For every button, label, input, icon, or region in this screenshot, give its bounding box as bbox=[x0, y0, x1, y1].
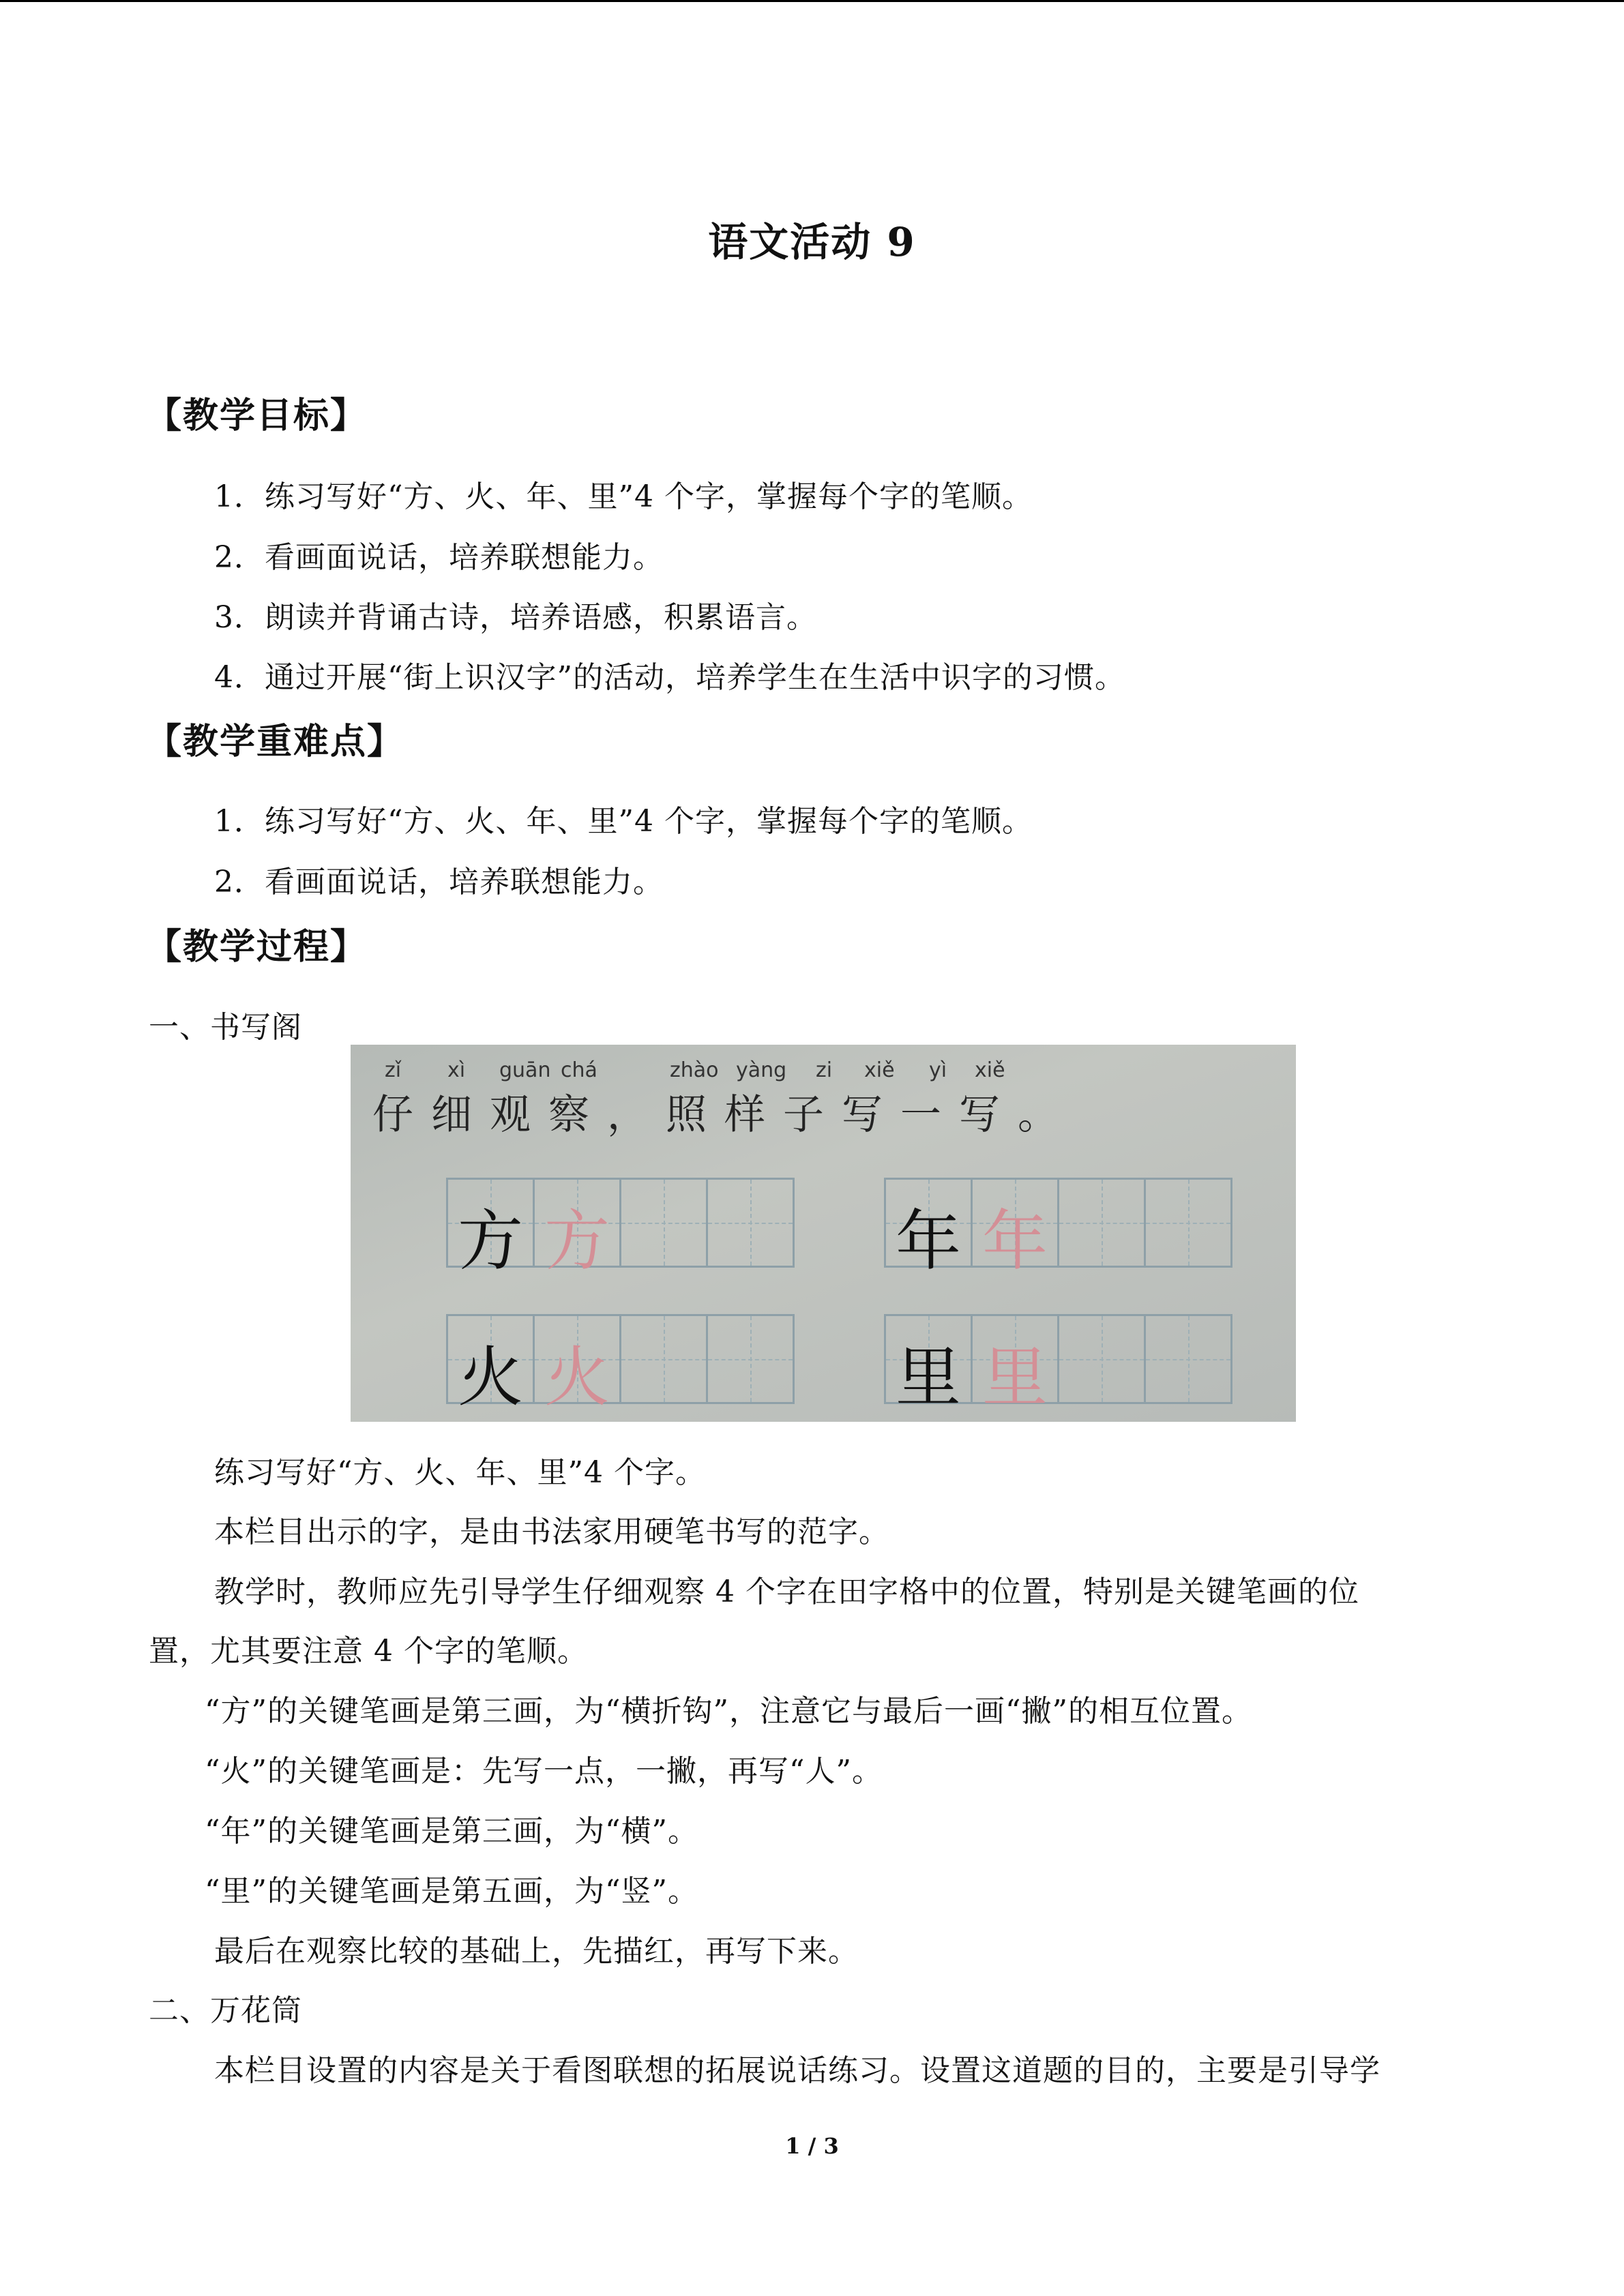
grid-cell bbox=[533, 1178, 621, 1279]
paragraph: 教学时，教师应先引导学生仔细观察 4 个字在田字格中的位置，特别是关键笔画的位 bbox=[214, 1575, 1359, 1609]
model-char: 里 bbox=[896, 1339, 961, 1416]
model-char: 方 bbox=[458, 1203, 523, 1279]
trace-char: 火 bbox=[544, 1339, 610, 1416]
grid-cell bbox=[971, 1314, 1059, 1416]
heading-process: 【教学过程】 bbox=[146, 926, 368, 968]
model-char: 年 bbox=[896, 1203, 961, 1279]
paragraph: 最后在观察比较的基础上，先描红，再写下来。 bbox=[214, 1934, 859, 1969]
paragraph: “火”的关键笔画是：先写一点，一撇，再写“人”。 bbox=[205, 1754, 883, 1789]
pinyin: yàng bbox=[736, 1058, 787, 1082]
heading-goals: 【教学目标】 bbox=[146, 395, 368, 436]
pinyin: guān bbox=[499, 1058, 551, 1082]
writing-grid-nian bbox=[884, 1178, 1230, 1279]
trace-char: 方 bbox=[544, 1203, 610, 1279]
paragraph: 练习写好“方、火、年、里”4 个字。 bbox=[214, 1455, 706, 1490]
key-point-item-2: 2．看画面说话，培养联想能力。 bbox=[214, 865, 664, 899]
goal-item-4: 4．通过开展“街上识汉字”的活动，培养学生在生活中识字的习惯。 bbox=[214, 660, 1125, 695]
writing-grid-fang bbox=[446, 1178, 793, 1279]
grid-cell bbox=[619, 1314, 708, 1404]
instruction-text: 仔细观察，照样子写一写。 bbox=[372, 1091, 1076, 1139]
paragraph: 置，尤其要注意 4 个字的笔顺。 bbox=[149, 1634, 588, 1669]
grid-cell bbox=[533, 1314, 621, 1416]
paragraph: “方”的关键笔画是第三画，为“横折钩”，注意它与最后一画“撇”的相互位置。 bbox=[205, 1694, 1252, 1729]
model-char: 火 bbox=[458, 1339, 523, 1416]
page-number: 1 / 3 bbox=[785, 2133, 839, 2159]
paragraph: “里”的关键笔画是第五画，为“竖”。 bbox=[205, 1874, 698, 1909]
goal-item-2: 2．看画面说话，培养联想能力。 bbox=[214, 540, 664, 575]
pinyin: xiě bbox=[975, 1058, 1005, 1082]
grid-cell bbox=[1144, 1314, 1232, 1404]
textbook-photo bbox=[351, 1045, 1296, 1422]
paragraph: “年”的关键笔画是第三画，为“横”。 bbox=[205, 1814, 698, 1849]
grid-cell bbox=[884, 1178, 973, 1279]
grid-cell bbox=[706, 1178, 795, 1268]
pinyin: chá bbox=[561, 1058, 597, 1082]
pinyin: zǐ bbox=[385, 1058, 402, 1082]
grid-cell bbox=[1057, 1178, 1146, 1268]
writing-grid-li bbox=[884, 1314, 1230, 1416]
writing-grid-huo bbox=[446, 1314, 793, 1416]
goal-item-1: 1．练习写好“方、火、年、里”4 个字，掌握每个字的笔顺。 bbox=[214, 479, 1033, 514]
grid-cell bbox=[619, 1178, 708, 1268]
pinyin: zi bbox=[816, 1058, 833, 1082]
pinyin: yì bbox=[929, 1058, 947, 1082]
part1-title: 一、书写阁 bbox=[149, 1010, 302, 1045]
goal-item-3: 3．朗读并背诵古诗，培养语感，积累语言。 bbox=[214, 600, 817, 635]
pinyin: xì bbox=[447, 1058, 466, 1082]
part2-title: 二、万花筒 bbox=[149, 1993, 302, 2028]
grid-cell bbox=[706, 1314, 795, 1404]
grid-cell bbox=[884, 1314, 973, 1416]
page-title: 语文活动 9 bbox=[708, 219, 916, 265]
grid-cell bbox=[1057, 1314, 1146, 1404]
grid-cell bbox=[446, 1178, 535, 1279]
grid-cell bbox=[446, 1314, 535, 1416]
trace-char: 里 bbox=[982, 1339, 1048, 1416]
top-rule bbox=[0, 0, 1624, 2]
paragraph: 本栏目出示的字，是由书法家用硬笔书写的范字。 bbox=[214, 1515, 889, 1549]
heading-key-points: 【教学重难点】 bbox=[146, 721, 404, 762]
paragraph: 本栏目设置的内容是关于看图联想的拓展说话练习。设置这道题的目的，主要是引导学 bbox=[214, 2053, 1381, 2088]
grid-cell bbox=[971, 1178, 1059, 1279]
trace-char: 年 bbox=[982, 1203, 1048, 1279]
pinyin: xiě bbox=[864, 1058, 895, 1082]
pinyin-row bbox=[377, 1058, 1195, 1086]
grid-cell bbox=[1144, 1178, 1232, 1268]
key-point-item-1: 1．练习写好“方、火、年、里”4 个字，掌握每个字的笔顺。 bbox=[214, 804, 1033, 839]
pinyin: zhào bbox=[670, 1058, 719, 1082]
